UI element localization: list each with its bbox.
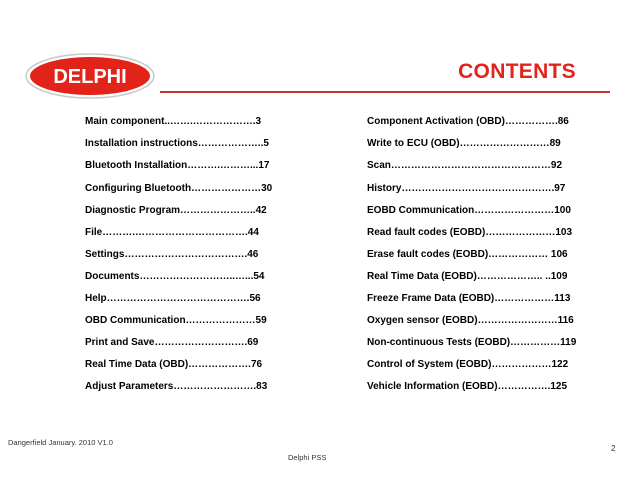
contents-entry[interactable]: File……….…………………………….44 (85, 227, 259, 238)
contents-entry[interactable]: Control of System (EOBD)………………122 (367, 359, 569, 370)
contents-entry[interactable]: Real Time Data (OBD)……………….76 (85, 359, 263, 370)
footer-company: Delphi PSS (288, 453, 327, 462)
logo-text: DELPHI (53, 66, 127, 88)
contents-entry[interactable]: Settings……………………………….46 (85, 249, 259, 260)
contents-entry[interactable]: Diagnostic Program…………………..42 (85, 205, 267, 216)
contents-entry[interactable]: OBD Communication…………………59 (85, 315, 267, 326)
page-title: CONTENTS (458, 60, 576, 83)
contents-entry[interactable]: History……………………………………….97 (367, 183, 566, 194)
contents-entry[interactable]: Real Time Data (EOBD)……………….. ..109 (367, 271, 568, 282)
contents-entry[interactable]: Scan…………………………………………92 (367, 160, 563, 171)
footer-version: Dangerfield January. 2010 V1.0 (8, 438, 113, 447)
contents-entry[interactable]: Documents………………………..…...54 (85, 271, 265, 282)
contents-entry[interactable]: Print and Save……………………….69 (85, 337, 259, 348)
contents-entry[interactable]: Vehicle Information (EOBD)…………….125 (367, 381, 568, 392)
contents-entry[interactable]: Adjust Parameters…………………….83 (85, 381, 268, 392)
contents-entry[interactable]: Help…………………………………….56 (85, 293, 261, 304)
contents-entry[interactable]: Bluetooth Installation……….………...17 (85, 160, 270, 171)
page-number: 2 (611, 444, 616, 453)
contents-entry[interactable]: Installation instructions………………..5 (85, 138, 269, 149)
contents-entry[interactable]: Write to ECU (OBD)………………………89 (367, 138, 561, 149)
contents-entry[interactable]: Non-continuous Tests (EOBD)……………119 (367, 337, 577, 348)
delphi-logo (24, 52, 156, 100)
contents-entry[interactable]: EOBD Communication……………………100 (367, 205, 571, 216)
contents-entry[interactable]: Read fault codes (EOBD)…………………103 (367, 227, 573, 238)
title-divider (160, 91, 610, 93)
contents-entry[interactable]: Main component..…….……………….3 (85, 116, 262, 127)
contents-entry[interactable]: Oxygen sensor (EOBD)……………………116 (367, 315, 574, 326)
contents-entry[interactable]: Freeze Frame Data (EOBD)………………113 (367, 293, 571, 304)
contents-entry[interactable]: Component Activation (OBD)…………….86 (367, 116, 569, 127)
contents-entry[interactable]: Configuring Bluetooth…………………30 (85, 183, 273, 194)
contents-entry[interactable]: Erase fault codes (EOBD)……………… 106 (367, 249, 568, 260)
